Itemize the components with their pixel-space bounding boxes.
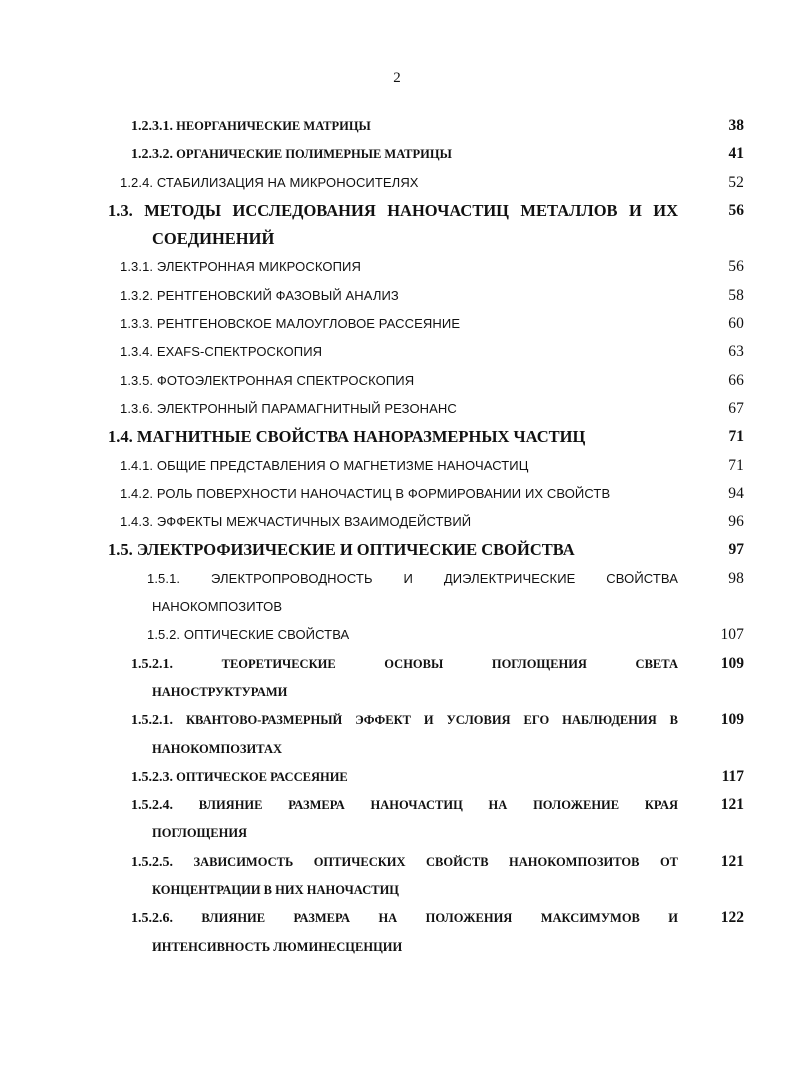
page-number: 2 (393, 70, 401, 86)
toc-entry-title: РОЛЬ ПОВЕРХНОСТИ НАНОЧАСТИЦ В ФОРМИРОВАНИИ ИХ СВОЙСТВ (156, 485, 611, 501)
toc-entry-number: 1.3.6. (120, 400, 154, 416)
toc-entry-1-4[interactable] (0, 423, 794, 451)
toc-entry-page: 52 (728, 173, 744, 191)
toc-entry-number: 1.2.4. (120, 174, 154, 190)
toc-entry-1-3-4[interactable] (0, 338, 794, 366)
toc-entry-1-3-2[interactable] (0, 282, 794, 310)
toc-entry-page: 56 (728, 201, 744, 219)
toc-entry-title: ЭЛЕКТРОФИЗИЧЕСКИЕ И ОПТИЧЕСКИЕ СВОЙСТВА (136, 540, 575, 560)
toc-entry-page: 41 (728, 145, 744, 163)
toc-entry-page: 71 (728, 456, 744, 474)
table-of-contents (0, 112, 794, 961)
toc-entry-page: 109 (720, 711, 744, 729)
toc-entry-title: КВАНТОВО-РАЗМЕРНЫЙ ЭФФЕКТ И УСЛОВИЯ ЕГО НАБЛЮДЕНИЯ В (185, 713, 679, 728)
toc-entry-1-5-2-1-a[interactable] (0, 650, 794, 707)
toc-entry-number: 1.5.2.5. (131, 854, 173, 870)
toc-entry-title-continued: НАНОКОМПОЗИТАХ (152, 741, 283, 756)
toc-entry-1-2-4[interactable] (0, 169, 794, 197)
toc-entry-1-5-2[interactable] (0, 621, 794, 649)
toc-entry-page: 58 (728, 286, 744, 304)
toc-entry-title-continued: СОЕДИНЕНИЙ (152, 229, 275, 249)
toc-entry-1-5-1[interactable] (0, 565, 794, 622)
toc-entry-1-3-1[interactable] (0, 253, 794, 281)
toc-entry-number: 1.2.3.1. (131, 119, 173, 134)
toc-entry-page: 94 (728, 484, 744, 502)
toc-entry-number: 1.2.3.2. (131, 147, 173, 163)
toc-entry-number: 1.3.3. (120, 316, 154, 332)
toc-entry-title: ЗАВИСИМОСТЬ ОПТИЧЕСКИХ СВОЙСТВ НАНОКОМПОЗИТОВ ОТ (193, 854, 679, 869)
toc-entry-title: РЕНТГЕНОВСКИЙ ФАЗОВЫЙ АНАЛИЗ (156, 287, 399, 303)
toc-entry-number: 1.5.2.3. (131, 769, 173, 785)
toc-entry-title: ЭЛЕКТРОННАЯ МИКРОСКОПИЯ (156, 259, 361, 275)
toc-entry-number: 1.4.2. (120, 485, 154, 501)
toc-entry-number: 1.5.2.1. (131, 656, 173, 672)
toc-entry-1-4-3[interactable] (0, 508, 794, 536)
toc-entry-page: 38 (728, 117, 744, 134)
toc-entry-page: 67 (728, 399, 744, 417)
toc-entry-1-5-2-5[interactable] (0, 848, 794, 905)
toc-entry-page: 97 (728, 541, 744, 559)
toc-entry-title: МЕТОДЫ ИССЛЕДОВАНИЯ НАНОЧАСТИЦ МЕТАЛЛОВ И ИХ (144, 200, 678, 220)
toc-entry-number: 1.3. (108, 200, 133, 220)
toc-entry-number: 1.5.2.4. (131, 798, 173, 814)
toc-entry-title: СТАБИЛИЗАЦИЯ НА МИКРОНОСИТЕЛЯХ (156, 174, 419, 190)
toc-entry-title: ЭЛЕКТРОПРОВОДНОСТЬ И ДИЭЛЕКТРИЧЕСКИЕ СВОЙСТВА (211, 570, 678, 586)
toc-entry-title: НЕОРГАНИЧЕСКИЕ МАТРИЦЫ (176, 119, 371, 133)
toc-entry-title-continued: НАНОКОМПОЗИТОВ (152, 599, 283, 615)
toc-entry-1-5[interactable] (0, 536, 794, 564)
toc-entry-1-3-5[interactable] (0, 367, 794, 395)
toc-entry-title: ЭЛЕКТРОННЫЙ ПАРАМАГНИТНЫЙ РЕЗОНАНС (156, 400, 457, 416)
toc-entry-page: 66 (728, 371, 744, 389)
toc-entry-title: ТЕОРЕТИЧЕСКИЕ ОСНОВЫ ПОГЛОЩЕНИЯ СВЕТА (221, 656, 678, 671)
toc-entry-title: ОРГАНИЧЕСКИЕ ПОЛИМЕРНЫЕ МАТРИЦЫ (176, 147, 452, 162)
toc-entry-page: 96 (728, 513, 744, 531)
toc-entry-page: 121 (720, 852, 744, 870)
toc-entry-1-3-6[interactable] (0, 395, 794, 423)
toc-entry-1-5-2-6[interactable] (0, 904, 794, 961)
toc-entry-1-2-3-1[interactable] (0, 112, 794, 140)
toc-entry-title-continued: НАНОСТРУКТУРАМИ (152, 684, 288, 699)
toc-entry-number: 1.3.2. (120, 287, 154, 303)
toc-entry-title: ФОТОЭЛЕКТРОННАЯ СПЕКТРОСКОПИЯ (156, 372, 415, 388)
toc-entry-title: ВЛИЯНИЕ РАЗМЕРА НА ПОЛОЖЕНИЯ МАКСИМУМОВ И (201, 911, 679, 926)
toc-entry-1-4-1[interactable] (0, 452, 794, 480)
toc-entry-1-3-3[interactable] (0, 310, 794, 338)
toc-entry-number: 1.5.2.1. (131, 713, 173, 729)
toc-entry-page: 121 (720, 796, 744, 814)
toc-entry-1-4-2[interactable] (0, 480, 794, 508)
toc-entry-1-5-2-3[interactable] (0, 763, 794, 791)
toc-entry-title-continued: ПОГЛОЩЕНИЯ (152, 826, 248, 841)
toc-entry-number: 1.4. (108, 427, 133, 447)
toc-entry-title: ОПТИЧЕСКИЕ СВОЙСТВА (183, 627, 350, 643)
toc-entry-number: 1.5.2. (147, 627, 181, 643)
toc-entry-title: ОПТИЧЕСКОЕ РАССЕЯНИЕ (176, 769, 348, 784)
toc-entry-page: 56 (728, 258, 744, 276)
toc-entry-number: 1.4.3. (120, 514, 154, 530)
toc-entry-1-5-2-1-b[interactable] (0, 706, 794, 763)
toc-entry-number: 1.5.1. (147, 570, 181, 586)
toc-entry-number: 1.3.1. (120, 259, 154, 275)
toc-entry-title: ВЛИЯНИЕ РАЗМЕРА НАНОЧАСТИЦ НА ПОЛОЖЕНИЕ КРАЯ (198, 798, 679, 813)
toc-entry-title-continued: ИНТЕНСИВНОСТЬ ЛЮМИНЕСЦЕНЦИИ (152, 939, 403, 954)
toc-entry-title: EXAFS-СПЕКТРОСКОПИЯ (156, 344, 323, 360)
toc-entry-title: МАГНИТНЫЕ СВОЙСТВА НАНОРАЗМЕРНЫХ ЧАСТИЦ (136, 427, 586, 447)
toc-entry-number: 1.3.5. (120, 372, 154, 388)
toc-entry-page: 117 (721, 767, 744, 785)
toc-entry-title: РЕНТГЕНОВСКОЕ МАЛОУГЛОВОЕ РАССЕЯНИЕ (156, 316, 461, 332)
toc-entry-1-3[interactable] (0, 197, 794, 254)
toc-entry-page: 63 (728, 343, 744, 361)
toc-entry-page: 109 (720, 654, 744, 672)
toc-entry-page: 71 (728, 428, 744, 446)
toc-entry-number: 1.3.4. (120, 344, 154, 360)
toc-entry-1-5-2-4[interactable] (0, 791, 794, 848)
toc-entry-title-continued: КОНЦЕНТРАЦИИ В НИХ НАНОЧАСТИЦ (152, 883, 400, 898)
toc-entry-number: 1.5.2.6. (131, 911, 173, 927)
toc-entry-page: 98 (728, 569, 744, 587)
toc-entry-1-2-3-2[interactable] (0, 140, 794, 168)
toc-entry-page: 107 (720, 626, 744, 644)
toc-entry-title: ЭФФЕКТЫ МЕЖЧАСТИЧНЫХ ВЗАИМОДЕЙСТВИЙ (156, 514, 472, 530)
toc-entry-title: ОБЩИЕ ПРЕДСТАВЛЕНИЯ О МАГНЕТИЗМЕ НАНОЧАСТИЦ (156, 457, 529, 473)
toc-entry-number: 1.4.1. (120, 457, 154, 473)
toc-entry-page: 60 (728, 315, 744, 333)
toc-entry-page: 122 (720, 909, 744, 927)
toc-entry-number: 1.5. (108, 540, 133, 560)
